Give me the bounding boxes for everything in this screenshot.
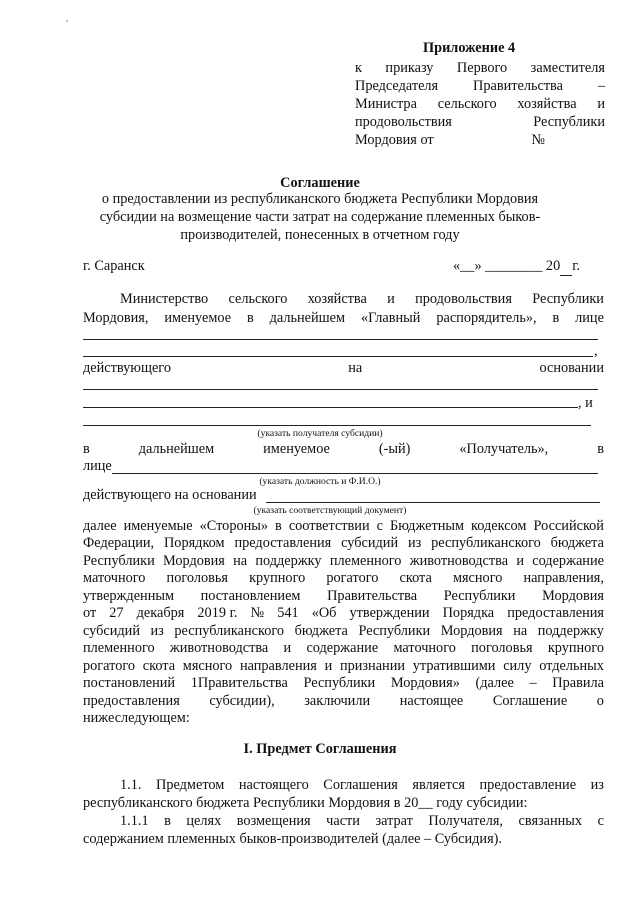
word: утратившими — [412, 657, 496, 674]
word: признании — [339, 657, 406, 674]
word: 1.1.1 — [120, 813, 149, 829]
word: и — [283, 640, 292, 657]
blank-line — [83, 339, 598, 340]
word: целях — [186, 813, 222, 829]
word: Соглашения — [323, 777, 398, 793]
clause-1-1-line-2: республиканского бюджета Республики Мордовия в 20__ году субсидии: — [83, 795, 528, 811]
section-title: I. Предмет Соглашения — [243, 741, 397, 757]
word: республиканского — [174, 622, 285, 639]
word: возмещения — [236, 813, 311, 829]
word: предоставления — [234, 535, 332, 552]
word: – — [597, 78, 605, 94]
word: в — [552, 310, 560, 326]
word: из — [150, 622, 164, 639]
word: лице — [575, 310, 604, 326]
subtitle-line: субсидии на возмещение части затрат на содержание племенных быков- — [99, 209, 541, 225]
word: хозяйства — [517, 96, 577, 112]
body-line — [83, 623, 604, 640]
word: – — [529, 675, 537, 692]
word: Правительства — [327, 587, 418, 604]
blank-line — [266, 502, 600, 503]
word: мясного — [452, 570, 503, 587]
clause-1-1-1-line-2: содержанием племенных быков-производителей (далее – Субсидия). — [83, 831, 502, 847]
word: Первого — [456, 60, 508, 76]
date-left: «__» ________ 20 — [453, 258, 561, 274]
body-line — [83, 605, 604, 622]
word: декабря — [136, 605, 185, 622]
word: утверждении — [349, 605, 430, 622]
word: затрат — [375, 813, 413, 829]
word: маточного — [393, 640, 456, 657]
word: Порядка — [442, 605, 495, 622]
word: Мордовия — [162, 552, 225, 569]
word: «Об — [311, 605, 337, 622]
word: племенного — [83, 640, 155, 657]
body-line — [83, 535, 604, 552]
word: Республики — [358, 622, 431, 639]
appendix-line — [355, 114, 605, 131]
word: 1.1. — [120, 777, 142, 793]
hint-recipient: (указать получателя субсидии) — [257, 428, 383, 439]
blank-line — [83, 356, 593, 357]
blank-line — [83, 389, 598, 390]
clause-1-1-1-line-1 — [120, 813, 604, 830]
body-line — [83, 518, 604, 535]
word: в — [597, 441, 604, 457]
word: Правительства — [473, 78, 563, 94]
word: поддержку — [537, 622, 604, 639]
word: на — [348, 360, 363, 376]
word: (далее — [475, 675, 514, 692]
agreement-title: Соглашение — [280, 175, 360, 191]
word: маточного — [83, 570, 146, 587]
body-last-line: нижеследующем: — [83, 710, 190, 726]
word: продовольствия — [415, 291, 512, 307]
word: содержание — [532, 552, 604, 569]
word: предоставление — [479, 777, 577, 793]
body-line — [83, 658, 604, 675]
word: скота — [399, 570, 432, 587]
word: в — [83, 441, 90, 457]
scan-speck — [66, 20, 68, 22]
word: заключили — [304, 692, 371, 709]
city: г. Саранск — [83, 258, 145, 274]
word: постановлений — [83, 675, 176, 692]
word: № — [250, 605, 265, 622]
word: Бюджетным — [390, 518, 465, 534]
body-line — [83, 570, 604, 587]
word: из — [590, 777, 604, 793]
word: Предметом — [156, 777, 225, 793]
word: далее — [83, 518, 117, 534]
body-line — [83, 675, 604, 692]
word: из — [407, 535, 422, 552]
word: Соглашение — [492, 692, 568, 709]
word: дальнейшем — [138, 441, 215, 457]
word: «Стороны» — [199, 518, 269, 534]
word: именуемые — [123, 518, 193, 534]
word: основании — [539, 360, 604, 376]
word: в — [275, 518, 282, 534]
and-text: , и — [578, 395, 593, 411]
word: силу — [503, 657, 532, 674]
body-line — [83, 553, 604, 570]
word: Мордовия» — [390, 675, 460, 692]
word: и — [516, 552, 524, 569]
word: кодексом — [471, 518, 527, 534]
word: Мордовия — [542, 587, 604, 604]
word: продовольствия — [355, 114, 452, 130]
word: племенного — [329, 552, 402, 569]
word: хозяйства — [307, 291, 367, 307]
subtitle-line: о предоставлении из республиканского бюджета Республики Мордовия — [101, 191, 539, 207]
word: бюджета — [550, 535, 604, 552]
word: части — [326, 813, 360, 829]
word: предоставления — [83, 692, 180, 709]
appendix-title: Приложение 4 — [423, 40, 516, 56]
word: Республики — [533, 114, 605, 130]
word: и — [597, 96, 605, 112]
appendix-line — [355, 60, 605, 77]
word: соответствии — [288, 518, 370, 534]
word: именуемое — [164, 310, 232, 326]
word: рогатого — [326, 570, 379, 587]
word: приказу — [385, 60, 434, 76]
word: настоящее — [399, 692, 464, 709]
word: животноводства — [409, 552, 509, 569]
body-line — [83, 640, 604, 657]
word: отдельных — [539, 657, 604, 674]
word: настоящего — [238, 777, 309, 793]
word: 2019 г. — [197, 605, 238, 622]
word: 1Правительства — [190, 675, 288, 692]
word: связанных — [518, 813, 583, 829]
date-field — [453, 258, 580, 276]
body-line — [83, 588, 604, 605]
word: направления — [239, 657, 317, 674]
word: к — [355, 60, 362, 76]
word: Республики — [443, 587, 516, 604]
word: крупного — [249, 570, 306, 587]
word: с — [597, 813, 604, 829]
body-line — [83, 693, 604, 710]
word: мясного — [182, 657, 233, 674]
word: на — [513, 622, 528, 639]
word: бюджета — [294, 622, 348, 639]
acting-basis: действующего на основании — [83, 487, 257, 503]
word: Республики — [83, 552, 155, 569]
word: Мордовия — [440, 622, 503, 639]
word: № — [531, 132, 545, 148]
word: именуемое — [263, 441, 330, 457]
appendix-line — [355, 96, 605, 113]
word: Председателя — [355, 78, 439, 94]
word: «Главный — [360, 310, 421, 326]
date-right: г. — [572, 258, 581, 274]
word: (-ый) — [378, 441, 411, 457]
appendix-line — [355, 78, 605, 95]
word: животноводства — [169, 640, 269, 657]
word: Мордовия от — [355, 132, 434, 148]
word: субсидий — [83, 622, 140, 639]
word: в — [164, 813, 171, 829]
blank-line — [112, 473, 598, 474]
acting-line — [83, 360, 604, 377]
word: дальнейшем — [269, 310, 346, 326]
word: «Получатель», — [459, 441, 549, 457]
year-blank — [560, 258, 572, 276]
word: Получателя, — [428, 813, 504, 829]
clause-1-1-line-1 — [120, 777, 604, 794]
face-label: лице — [83, 458, 112, 474]
word: рогатого — [83, 657, 136, 674]
word: скота — [142, 657, 176, 674]
word: Республики — [532, 291, 604, 307]
word: поголовья — [166, 570, 228, 587]
comma: , — [594, 343, 598, 359]
word: в — [246, 310, 254, 326]
word: субсидий — [341, 535, 399, 552]
word: направления, — [523, 570, 604, 587]
word: субсидии), — [209, 692, 275, 709]
intro-line-3 — [83, 441, 604, 458]
word: содержание — [306, 640, 379, 657]
word: распорядитель», — [436, 310, 537, 326]
hint-document: (указать соответствующий документ) — [253, 505, 407, 516]
blank-line — [83, 425, 591, 426]
hint-position: (указать должность и Ф.И.О.) — [259, 476, 381, 487]
intro-line-1 — [120, 291, 604, 308]
word: крупного — [547, 640, 604, 657]
intro-line-2 — [83, 310, 604, 327]
word: Российской — [533, 518, 604, 534]
word: Мордовия, — [83, 310, 149, 326]
word: Правила — [552, 675, 604, 692]
word: сельского — [437, 96, 497, 112]
blank-line — [83, 407, 578, 408]
word: заместителя — [530, 60, 605, 76]
word: и — [387, 291, 395, 307]
word: на — [233, 552, 248, 569]
word: 27 — [109, 605, 124, 622]
appendix-line — [355, 132, 545, 149]
word: 541 — [277, 605, 299, 622]
word: с — [376, 518, 383, 534]
word: Министерство — [120, 291, 209, 307]
word: от — [83, 605, 97, 622]
word: поголовья — [471, 640, 533, 657]
word: и — [324, 657, 333, 674]
word: Министра — [355, 96, 417, 112]
word: Республики — [303, 675, 376, 692]
word: республиканского — [431, 535, 541, 552]
word: действующего — [83, 360, 171, 376]
word: утвержденным — [83, 587, 175, 604]
word: Федерации, — [83, 535, 155, 552]
subtitle-line: производителей, понесенных в отчетном году — [180, 227, 460, 243]
word: сельского — [228, 291, 288, 307]
word: Порядком — [163, 535, 225, 552]
word: постановлением — [200, 587, 301, 604]
word: поддержку — [255, 552, 322, 569]
word: является — [412, 777, 465, 793]
word: предоставления — [507, 605, 604, 622]
word: о — [596, 692, 604, 709]
